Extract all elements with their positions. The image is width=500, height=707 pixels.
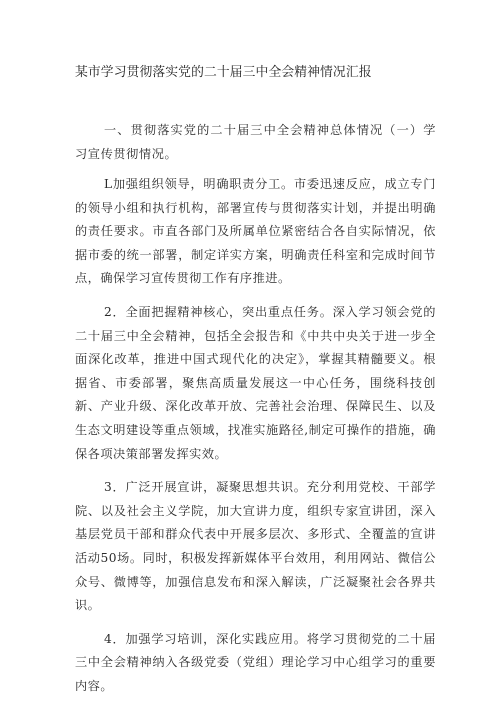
document-title: 某市学习贯彻落实党的二十届三中全会精神情况汇报 (75, 65, 372, 80)
paragraph-4: 4．加强学习培训，深化实践应用。将学习贯彻党的二十届三中全会精神纳入各级党委（党组）理论学习中心组学习的重要内容。 (75, 631, 436, 693)
paragraph-3: 3．广泛开展宣讲，凝聚思想共识。充分利用党校、干部学院、以及社会主义学院，加大宣讲力度，组织专家宣讲团，深入基层党员干部和群众代表中开展多层次、多形式、全覆盖的宣讲活动50场。同时，积极发挥新媒体平台效用，利用网站、微信公众号、微博等，加强信息发布和深入解读，广泛凝聚社会各界共识。 (75, 480, 436, 613)
section-heading: 一、贯彻落实党的二十届三中全会精神总体情况（一）学习宣传贯彻情况。 (75, 123, 436, 161)
paragraph-1: L加强组织领导，明确职责分工。市委迅速反应，成立专门的领导小组和执行机构，部署宣传与贯彻落实计划，并提出明确的责任要求。市直各部门及所属单位紧密结合各自实际情况，依据市委的统一部署，制定详实方案，明确责任科室和完成时间节点，确保学习宣传贯彻工作有序推进。 (75, 177, 436, 286)
paragraph-2: 2．全面把握精神核心，突出重点任务。深入学习领会党的二十届三中全会精神，包括全会报告和《中共中央关于进一步全面深化改革，推进中国式现代化的决定》，掌握其精髓要义。根据省、市委部署，聚焦高质量发展这一中心任务，围绕科技创新、产业升级、深化改革开放、完善社会治理、保障民生、以及生态文明建设等重点领域，找准实施路径,制定可操作的措施，确保各项决策部署发挥实效。 (75, 304, 436, 461)
